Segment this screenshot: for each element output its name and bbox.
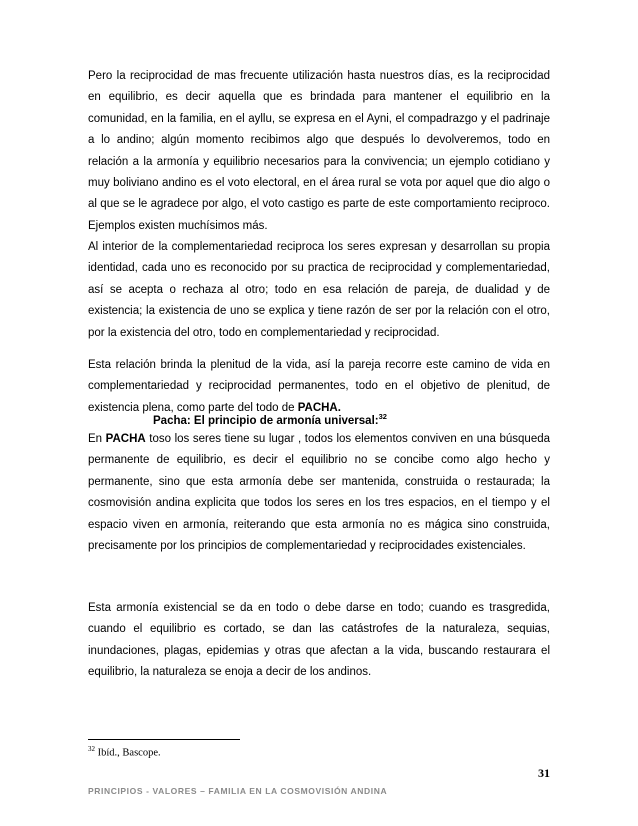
pacha-emphasis-inline: PACHA xyxy=(105,433,146,445)
section-heading xyxy=(153,412,387,427)
footnote xyxy=(88,745,161,759)
paragraph-plenitude xyxy=(88,355,550,419)
paragraph-complementarity: Al interior de la complementariedad reciproca los seres expresan y desarrollan su propia identidad, cada uno es reconocido por su practica de reciprocidad y complementariedad, así se acepta o rechaza al otro; todo en esa relación de pareja, de dualidad y de existencia; la existencia de uno se explica y tiene razón de ser por la relación con el otro, por la existencia del otro, todo en complementariedad y reciprocidad. xyxy=(88,241,550,339)
paragraph-pacha-text: toso los seres tiene su lugar , todos los elementos conviven en una búsqueda permanente de equilibrio, es decir el equilibrio no se concibe como algo hecho y permanente, sino que esta armonía debe ser mantenida, construida o restaurada; la cosmovisión andina explicita que todos los seres en los tres espacios, en el tiempo y el espacio viven en armonía, reiterando que esta armonía no es mágica sino construida, precisamente por los principios de complementariedad y reciprocidades existenciales. xyxy=(88,433,551,553)
paragraph-pacha-harmony xyxy=(88,429,550,557)
running-footer: PRINCIPIOS - VALORES – FAMILIA EN LA COSMOVISIÓN ANDINA xyxy=(88,786,388,796)
paragraph-plenitude-text: Esta relación brinda la plenitud de la vida, así la pareja recorre este camino de vida en complementariedad y reciprocidad permanentes, todo en el objetivo de plenitud, de existencia plena, como parte del todo de xyxy=(88,359,550,414)
paragraph-existential-harmony: Esta armonía existencial se da en todo o debe darse en todo; cuando es trasgredida, cuando el equilibrio es cortado, se dan las catástrofes de la naturaleza, sequias, inundaciones, plagas, epidemias y otras que afectan a la vida, buscando restaurara el equilibrio, la naturaleza se enoja a decir de los andinos. xyxy=(88,602,550,679)
section-heading-text: Pacha: El principio de armonía universal: xyxy=(153,414,379,427)
page-number: 31 xyxy=(538,766,550,780)
footnote-reference[interactable]: 32 xyxy=(378,412,387,421)
paragraph-pacha-start: En xyxy=(88,433,106,445)
footnote-text: Ibíd., Bascope. xyxy=(95,747,161,759)
footnote-number: 32 xyxy=(88,745,95,753)
paragraph-reciprocity-equilibrium: Pero la reciprocidad de mas frecuente utilización hasta nuestros días, es la reciprocidad en equilibrio, es decir aquella que es brindada para mantener el equilibrio en la comunidad, en la familia, en el ayllu, se expresa en el Ayni, el compadrazgo y el padrinaje a lo andino; algún momento recibimos algo que después lo devolveremos, todo en relación a la armonía y equilibrio necesarios para la convivencia; un ejemplo cotidiano y muy boliviano andino es el voto electoral, en el área rural se vota por aquel que dio algo o al que se le agradece por algo, el voto castigo es parte de este comportamiento reciproco. Ejemplos existen muchísimos más. xyxy=(88,70,550,232)
footnote-divider xyxy=(88,739,240,740)
pacha-emphasis: PACHA. xyxy=(297,401,341,414)
